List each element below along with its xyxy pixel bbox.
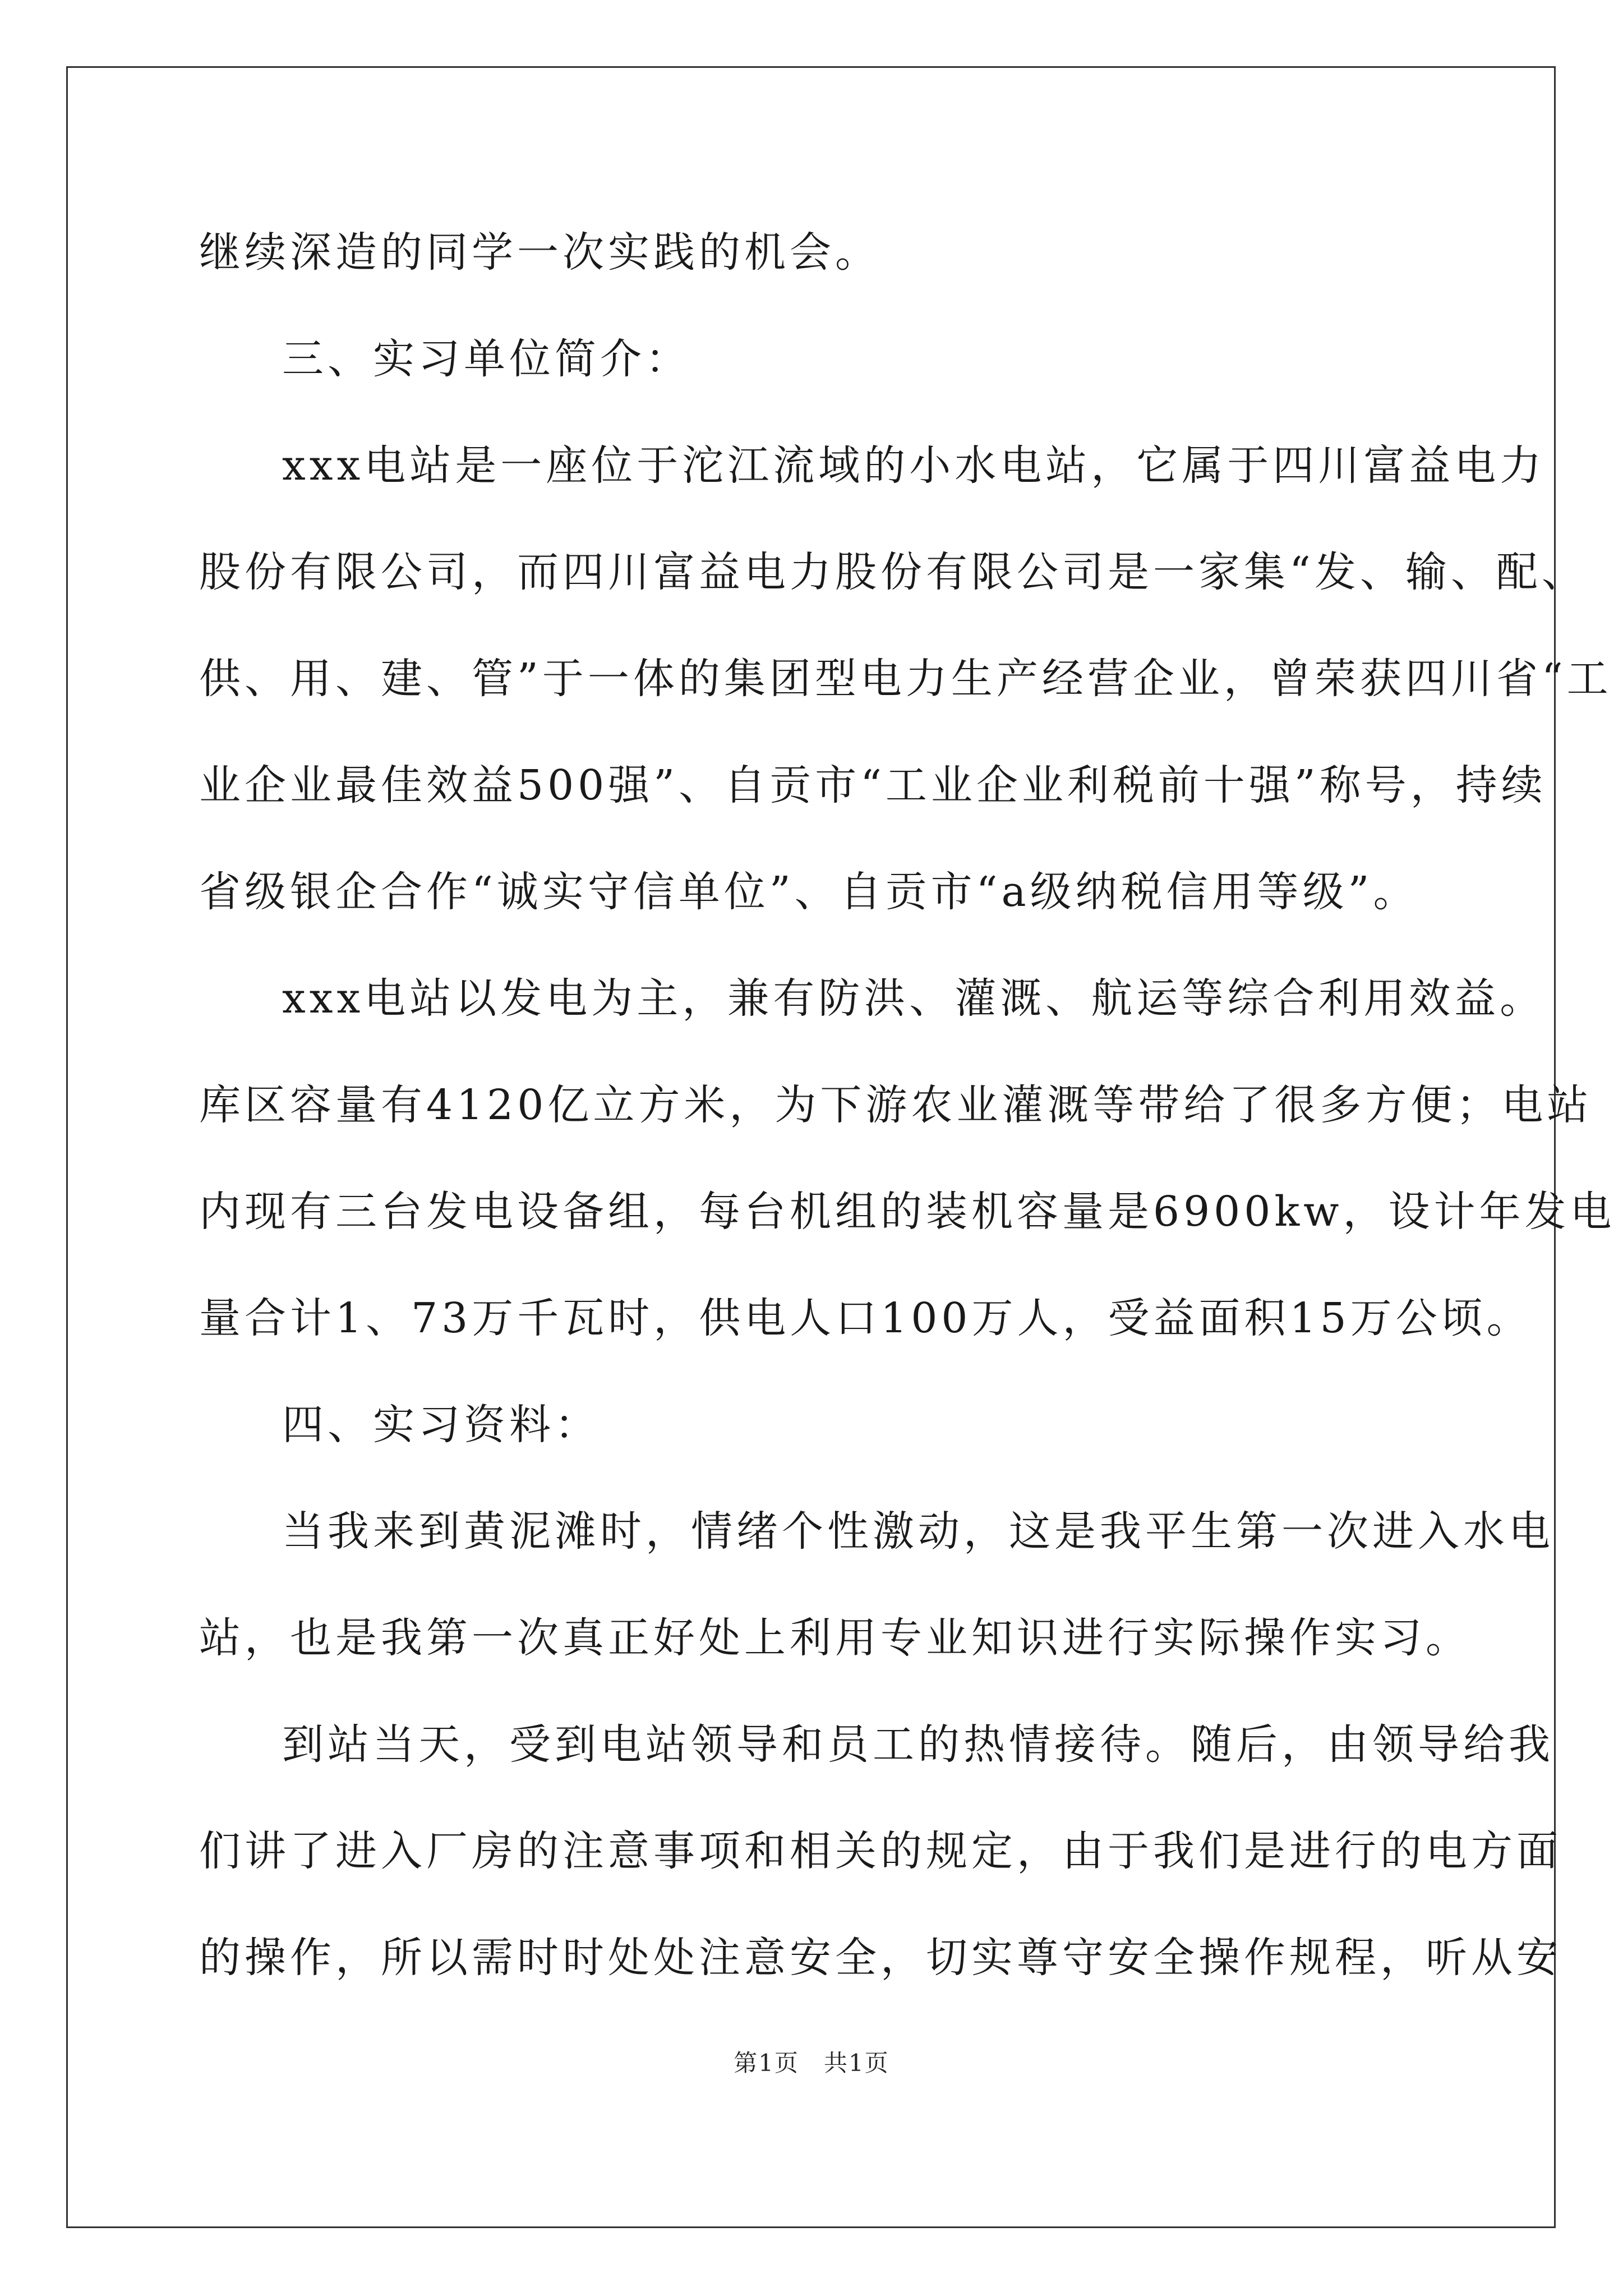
text-line-15: 到站当天，受到电站领导和员工的热情接待。随后，由领导给我	[282, 1720, 1554, 1769]
text-line-1: 继续深造的同学一次实践的机会。	[199, 228, 880, 277]
text-line-17: 的操作，所以需时时处处注意安全，切实尊守安全操作规程，听从安	[199, 1934, 1562, 1982]
page-footer: 第1页 共1页	[734, 2049, 889, 2077]
text-line-16: 们讲了进入厂房的注意事项和相关的规定，由于我们是进行的电方面	[199, 1827, 1562, 1875]
section-heading-3: 三、实习单位简介：	[282, 335, 691, 383]
document-body	[199, 222, 1616, 2033]
text-line-6: 业企业最佳效益500强”、自贡市“工业企业利税前十强”称号，持续	[199, 761, 1547, 809]
text-line-4: 股份有限公司，而四川富益电力股份有限公司是一家集“发、输、配、	[199, 548, 1587, 596]
text-line-14: 站，也是我第一次真正好处上利用专业知识进行实际操作实习。	[199, 1614, 1471, 1662]
text-line-13: 当我来到黄泥滩时，情绪个性激动，这是我平生第一次进入水电	[282, 1507, 1554, 1556]
text-line-7: 省级银企合作“诚实守信单位”、自贡市“a级纳税信用等级”。	[199, 868, 1419, 916]
text-line-11: 量合计1、73万千瓦时，供电人口100万人，受益面积15万公顷。	[199, 1294, 1532, 1342]
text-line-9: 库区容量有4120亿立方米，为下游农业灌溉等带给了很多方便；电站	[199, 1081, 1593, 1129]
section-heading-4: 四、实习资料：	[282, 1401, 600, 1449]
text-line-3: xxx电站是一座位于沱江流域的小水电站，它属于四川富益电力	[282, 441, 1546, 490]
text-line-8: xxx电站以发电为主，兼有防洪、灌溉、航运等综合利用效益。	[282, 974, 1546, 1023]
text-line-10: 内现有三台发电设备组，每台机组的装机容量是6900kw，设计年发电	[199, 1188, 1616, 1236]
text-line-5: 供、用、建、管”于一体的集团型电力生产经营企业，曾荣获四川省“工	[199, 655, 1612, 703]
